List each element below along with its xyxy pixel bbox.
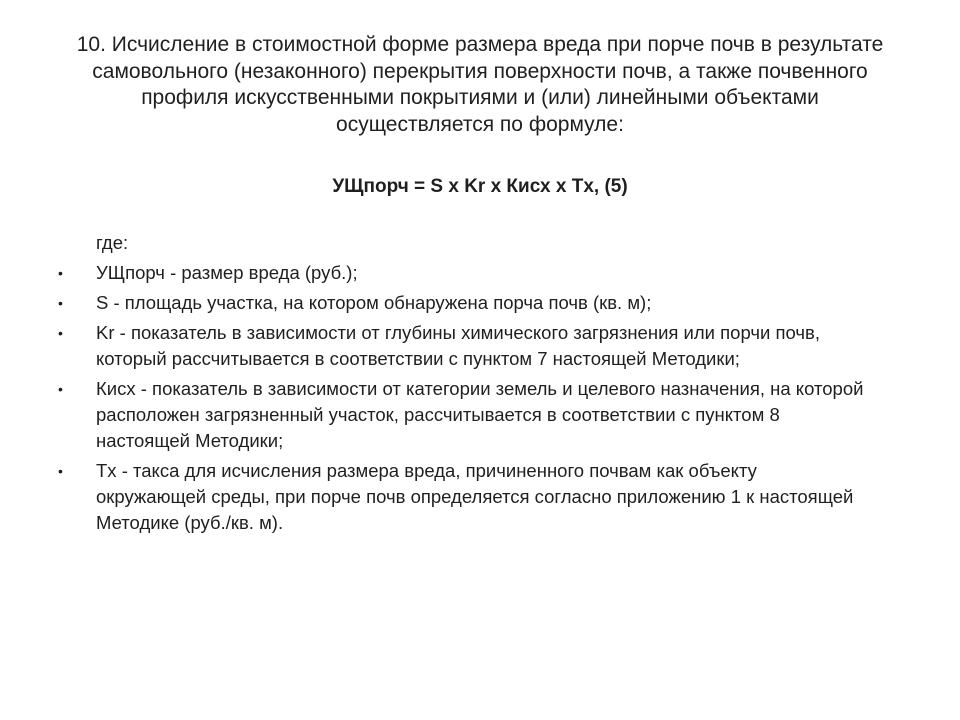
definition-item [0, 320, 960, 372]
formula: УЩпорч = S x Kr x Кисх x Tx, (5) [332, 176, 628, 197]
slide-title [40, 32, 920, 138]
definition-line: Tx - такса для исчисления размера вреда, причиненного почвам как объекту [96, 460, 757, 481]
definition-line: настоящей Методики; [96, 430, 284, 451]
definition-line: расположен загрязненный участок, рассчитывается в соответствии с пунктом 8 [96, 404, 780, 425]
title-line: 10. Исчисление в стоимостной форме размера вреда при порче почв в результате [76, 33, 884, 56]
bullet-icon: • [58, 325, 63, 341]
definition-list [0, 260, 960, 540]
title-line: профиля искусственными покрытиями и (или) линейными объектами [141, 86, 819, 109]
definition-item [0, 290, 960, 316]
bullet-icon: • [58, 463, 63, 479]
definition-line: УЩпорч - размер вреда (руб.); [96, 262, 358, 283]
definition-line: Методике (руб./кв. м). [96, 512, 284, 533]
bullet-icon: • [58, 381, 63, 397]
bullet-icon: • [58, 295, 63, 311]
definition-line: который рассчитывается в соответствии с пунктом 7 настоящей Методики; [96, 348, 740, 369]
definition-item [0, 458, 960, 536]
definition-item [0, 260, 960, 286]
bullet-icon: • [58, 265, 63, 281]
title-line: самовольного (незаконного) перекрытия поверхности почв, а также почвенного [92, 59, 868, 83]
definition-item [0, 376, 960, 454]
definition-line: S - площадь участка, на котором обнаружена порча почв (кв. м); [96, 292, 652, 313]
definition-line: Кисх - показатель в зависимости от категории земель и целевого назначения, на которой [96, 378, 864, 399]
definition-line: окружающей среды, при порче почв определяется согласно приложению 1 к настоящей [96, 486, 854, 507]
title-line: осуществляется по формуле: [336, 112, 624, 136]
definition-line: Kr - показатель в зависимости от глубины химического загрязнения или порчи почв, [96, 322, 820, 343]
where-label: где: [96, 232, 129, 253]
